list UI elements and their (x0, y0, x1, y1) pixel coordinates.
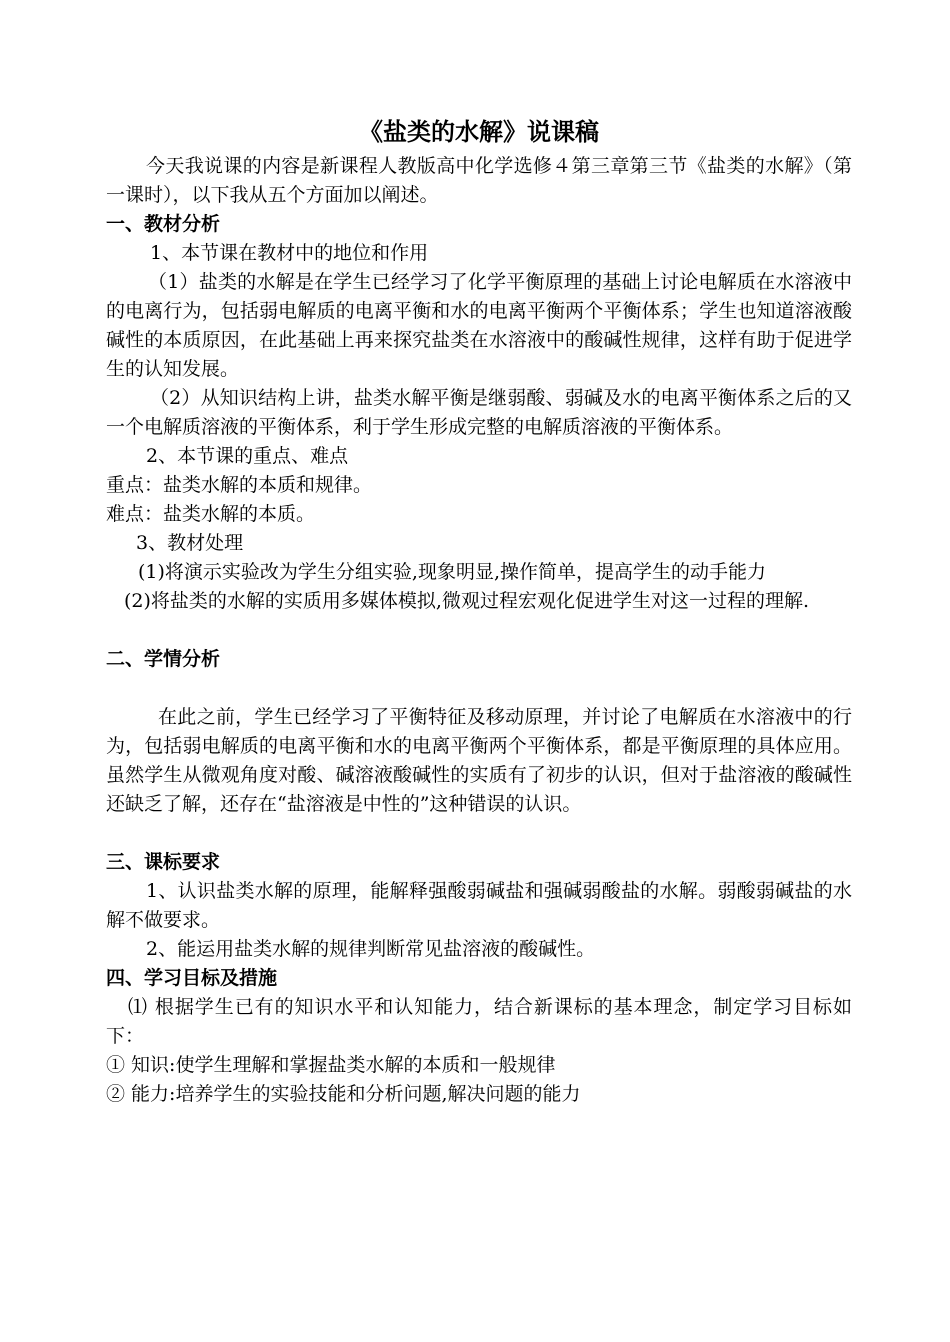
material-item-2: (2)将盐类的水解的实质用多媒体模拟,微观过程宏观化促进学生对这一过程的理解. (124, 590, 809, 612)
standard-requirement-2: 2、能运用盐类水解的规律判断常见盐溶液的酸碱性。 (146, 938, 596, 960)
document-title: 《盐类的水解》说课稿 (359, 118, 599, 146)
objective-knowledge: ① 知识:使学生理解和掌握盐类水解的本质和一般规律 (106, 1054, 556, 1076)
objective-ability: ② 能力:培养学生的实验技能和分析问题,解决问题的能力 (106, 1083, 581, 1105)
section-1-subheading-2: 2、本节课的重点、难点 (146, 445, 349, 467)
spacer (106, 674, 852, 703)
section-4-intro: ⑴ 根据学生已有的知识水平和认知能力，结合新课标的基本理念，制定学习目标如下： (106, 996, 852, 1047)
document-page (106, 112, 852, 1109)
section-1-paragraph-2: （2）从知识结构上讲，盐类水解平衡是继弱酸、弱碱及水的电离平衡体系之后的又一个电解质溶液的平衡体系，利于学生形成完整的电解质溶液的平衡体系。 (106, 387, 852, 438)
spacer (106, 616, 852, 645)
section-4-heading: 四、学习目标及措施 (106, 967, 278, 989)
key-point: 重点：盐类水解的本质和规律。 (106, 474, 373, 496)
material-item-1: (1)将演示实验改为学生分组实验,现象明显,操作简单，提高学生的动手能力 (138, 561, 766, 583)
section-3-heading: 三、课标要求 (106, 851, 221, 873)
section-2-heading: 二、学情分析 (106, 648, 221, 670)
difficult-point: 难点：盐类水解的本质。 (106, 503, 316, 525)
section-2-paragraph: 在此之前，学生已经学习了平衡特征及移动原理，并讨论了电解质在水溶液中的行为，包括弱电解质的电离平衡和水的电离平衡两个平衡体系，都是平衡原理的具体应用。虽然学生从微观角度对酸、碱溶液酸碱性的实质有了初步的认识，但对于盐溶液的酸碱性还缺乏了解，还存在“盐溶液是中性的”这种错误的认识。 (106, 706, 852, 815)
intro-paragraph: 今天我说课的内容是新课程人教版高中化学选修４第三章第三节《盐类的水解》（第一课时），以下我从五个方面加以阐述。 (106, 155, 852, 206)
section-1-subheading-1: 1、本节课在教材中的地位和作用 (150, 242, 429, 264)
spacer (106, 819, 852, 848)
section-1-heading: 一、教材分析 (106, 213, 221, 235)
section-1-paragraph-1: （1）盐类的水解是在学生已经学习了化学平衡原理的基础上讨论电解质在水溶液中的电离行为，包括弱电解质的电离平衡和水的电离平衡两个平衡体系；学生也知道溶液酸碱性的本质原因，在此基础上再来探究盐类在水溶液中的酸碱性规律，这样有助于促进学生的认知发展。 (106, 271, 852, 380)
section-1-subheading-3: 3、教材处理 (136, 532, 244, 554)
standard-requirement-1: 1、认识盐类水解的原理，能解释强酸弱碱盐和强碱弱酸盐的水解。弱酸弱碱盐的水解不做要求。 (106, 880, 852, 931)
